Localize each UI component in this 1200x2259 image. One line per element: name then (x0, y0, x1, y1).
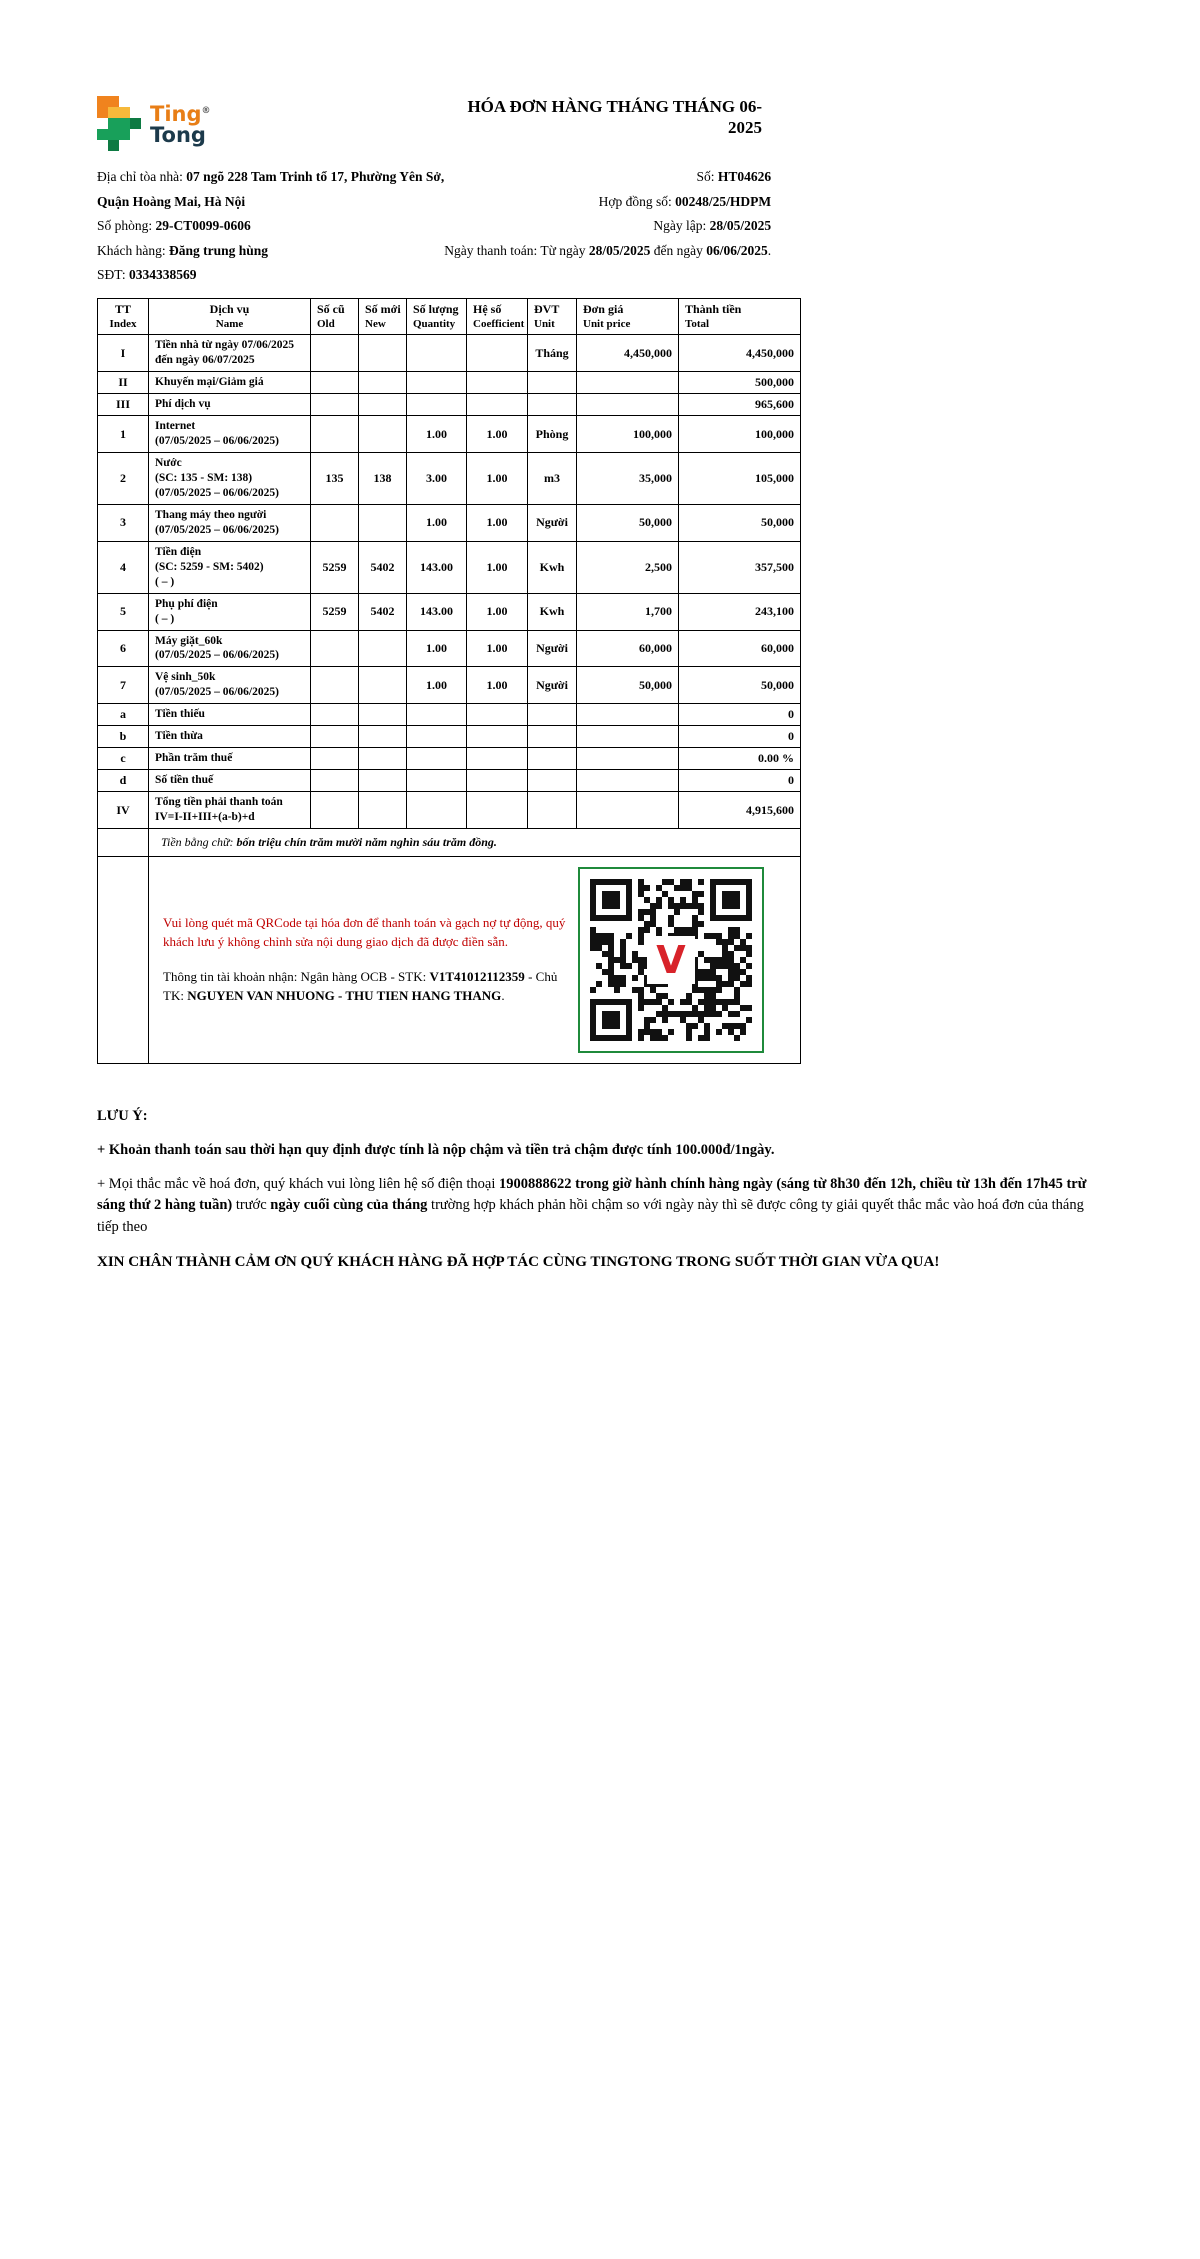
cell-new (359, 394, 407, 416)
cell-coef (467, 792, 528, 829)
qr-payment-row (98, 857, 801, 1064)
cell-total: 0 (679, 726, 801, 748)
column-header-name: Dịch vụ Name (149, 298, 311, 335)
cell-name: Tiền thiếu (149, 704, 311, 726)
cell-name: Phần trăm thuế (149, 748, 311, 770)
cell-index: I (98, 335, 149, 372)
cell-index: 2 (98, 453, 149, 505)
table-row (98, 416, 801, 453)
cell-unit (528, 394, 577, 416)
column-header-index: TT Index (98, 298, 149, 335)
cell-index: 5 (98, 593, 149, 630)
invoice-number-value: HT04626 (717, 169, 772, 184)
account-holder: NGUYEN VAN NHUONG - THU TIEN HANG THANG (187, 987, 502, 1003)
cell-new (359, 792, 407, 829)
tingtong-pixel-icon (97, 96, 141, 151)
cell-total: 4,450,000 (679, 335, 801, 372)
address-value-line1: 07 ngõ 228 Tam Trinh tổ 17, Phường Yên Sở, (186, 169, 445, 184)
cell-unit: Kwh (528, 593, 577, 630)
table-row (98, 394, 801, 416)
cell-qty (407, 394, 467, 416)
cell-unit: Tháng (528, 335, 577, 372)
column-header-price: Đơn giá Unit price (577, 298, 679, 335)
qr-payment-note: Vui lòng quét mã QRCode tại hóa đơn để thanh toán và gạch nợ tự động, quý khách lưu ý không chỉnh sửa nội dung giao dịch đã được điền sẵn. (163, 915, 566, 950)
cell-coef (467, 394, 528, 416)
cell-old (311, 504, 359, 541)
tingtong-logo (97, 96, 211, 151)
customer-value: Đăng trung hùng (168, 242, 269, 258)
payment-mid: đến ngày (650, 242, 707, 258)
amount-in-words-cell (149, 829, 801, 857)
cell-total: 0 (679, 704, 801, 726)
contract-value: 00248/25/HDPM (675, 193, 772, 209)
cell-name: Khuyến mại/Giảm giá (149, 372, 311, 394)
cell-total: 0 (679, 770, 801, 792)
cell-index (98, 857, 149, 1064)
account-mid: - Chủ TK: (163, 969, 558, 1003)
cell-name: Vệ sinh_50k (07/05/2025 – 06/06/2025) (149, 667, 311, 704)
cell-qty: 1.00 (407, 416, 467, 453)
cell-qty: 143.00 (407, 541, 467, 593)
cell-index: II (98, 372, 149, 394)
account-end: . (501, 987, 505, 1003)
cell-unit: Kwh (528, 541, 577, 593)
room-label: Số phòng: (97, 218, 156, 233)
invoice-table (97, 298, 801, 1065)
cell-name: Tiền điện (SC: 5259 - SM: 5402) ( – ) (149, 541, 311, 593)
phone-label: SĐT: (97, 267, 129, 282)
cell-old (311, 748, 359, 770)
cell-total: 105,000 (679, 453, 801, 505)
amount-in-words-label: Tiền bằng chữ: (161, 835, 237, 850)
account-info (163, 968, 578, 1006)
account-prefix: Thông tin tài khoản nhận: Ngân hàng OCB - STK: (163, 969, 430, 985)
invoice-header (97, 96, 1103, 151)
qr-code (578, 867, 764, 1053)
invoice-number-line (444, 165, 771, 190)
cell-total: 60,000 (679, 630, 801, 667)
cell-price (577, 394, 679, 416)
invoice-info (444, 165, 771, 288)
cell-coef: 1.00 (467, 416, 528, 453)
cell-name: Máy giặt_60k (07/05/2025 – 06/06/2025) (149, 630, 311, 667)
table-row (98, 667, 801, 704)
cell-qty: 1.00 (407, 667, 467, 704)
cell-old: 5259 (311, 593, 359, 630)
cell-name: Phí dịch vụ (149, 394, 311, 416)
column-header-total: Thành tiền Total (679, 298, 801, 335)
cell-qty (407, 704, 467, 726)
cell-new (359, 504, 407, 541)
cell-qty (407, 335, 467, 372)
cell-total: 500,000 (679, 372, 801, 394)
cell-coef (467, 748, 528, 770)
cell-coef: 1.00 (467, 667, 528, 704)
invoice-meta (97, 165, 1103, 288)
cell-index: 3 (98, 504, 149, 541)
payment-label: Ngày thanh toán: Từ ngày (444, 242, 589, 258)
cell-name: Nước (SC: 135 - SM: 138) (07/05/2025 – 06/06/2025) (149, 453, 311, 505)
cell-name: Tiền thừa (149, 726, 311, 748)
cell-qty (407, 372, 467, 394)
customer-label: Khách hàng: (97, 242, 169, 258)
building-address-line1 (97, 165, 444, 190)
cell-coef (467, 770, 528, 792)
cell-index: d (98, 770, 149, 792)
cell-total: 4,915,600 (679, 792, 801, 829)
cell-new: 138 (359, 453, 407, 505)
cell-old (311, 394, 359, 416)
cell-old (311, 667, 359, 704)
vietqr-logo-icon (647, 936, 695, 984)
hotline-note-e: trường hợp khách phản hồi chậm so với ngày này thì sẽ được công ty giải quyết thắc mắc vào hoá đơn của tháng tiếp theo (97, 1197, 1084, 1236)
cell-total: 50,000 (679, 667, 801, 704)
cell-price (577, 792, 679, 829)
footer-notes (97, 1106, 1103, 1273)
cell-qty (407, 792, 467, 829)
table-row (98, 726, 801, 748)
cell-price: 60,000 (577, 630, 679, 667)
cell-qty (407, 748, 467, 770)
table-row (98, 593, 801, 630)
cell-index (98, 829, 149, 857)
cell-old (311, 372, 359, 394)
cell-price: 100,000 (577, 416, 679, 453)
payment-from-date: 28/05/2025 (588, 242, 651, 258)
cell-index: IV (98, 792, 149, 829)
contract-label: Hợp đồng số: (598, 193, 676, 209)
cell-unit: Người (528, 630, 577, 667)
table-row (98, 453, 801, 505)
cell-total: 100,000 (679, 416, 801, 453)
amount-in-words-value: bốn triệu chín trăm mười năm nghìn sáu trăm đồng. (236, 835, 497, 850)
table-row (98, 541, 801, 593)
amount-in-words-row (98, 829, 801, 857)
cell-new (359, 770, 407, 792)
cell-name: Thang máy theo người (07/05/2025 – 06/06/2025) (149, 504, 311, 541)
table-row (98, 792, 801, 829)
tingtong-logo-text (150, 101, 211, 146)
thank-you-note: XIN CHÂN THÀNH CẢM ƠN QUÝ KHÁCH HÀNG ĐÃ HỢP TÁC CÙNG TINGTONG TRONG SUỐT THỜI GIAN VỪA QUA! (97, 1253, 940, 1270)
invoice-number-label: Số: (696, 169, 718, 184)
cell-old (311, 726, 359, 748)
cell-qty: 3.00 (407, 453, 467, 505)
footer-title: LƯU Ý: (97, 1108, 148, 1125)
cell-name: Tổng tiền phải thanh toán IV=I-II+III+(a-b)+d (149, 792, 311, 829)
issue-date-value: 28/05/2025 (709, 218, 772, 233)
building-address-line2: Quận Hoàng Mai, Hà Nội (97, 193, 246, 209)
invoice-page (97, 0, 1103, 1273)
cell-price (577, 372, 679, 394)
cell-qty: 1.00 (407, 504, 467, 541)
logo-tong: Tong (150, 123, 206, 147)
account-number: V1T41012112359 (429, 969, 525, 985)
cell-coef (467, 704, 528, 726)
cell-unit: Người (528, 504, 577, 541)
logo-ting: Ting (150, 102, 202, 126)
cell-coef: 1.00 (467, 504, 528, 541)
cell-name: Phụ phí điện ( – ) (149, 593, 311, 630)
qr-payment-text (163, 914, 578, 1005)
hotline-note-c: trước (232, 1197, 271, 1214)
cell-coef: 1.00 (467, 541, 528, 593)
cell-new: 5402 (359, 541, 407, 593)
cell-new (359, 416, 407, 453)
cell-coef (467, 335, 528, 372)
phone-value: 0334338569 (128, 267, 197, 282)
table-row (98, 372, 801, 394)
cell-coef (467, 726, 528, 748)
table-row (98, 704, 801, 726)
cell-old (311, 792, 359, 829)
table-row (98, 770, 801, 792)
cell-unit: Người (528, 667, 577, 704)
cell-name: Internet (07/05/2025 – 06/06/2025) (149, 416, 311, 453)
cell-total: 50,000 (679, 504, 801, 541)
cell-old (311, 770, 359, 792)
table-row (98, 504, 801, 541)
cell-index: 7 (98, 667, 149, 704)
cell-unit (528, 372, 577, 394)
cell-price: 2,500 (577, 541, 679, 593)
invoice-table-header-row (98, 298, 801, 335)
cell-unit (528, 726, 577, 748)
cell-qty (407, 726, 467, 748)
column-header-coef: Hệ số Coefficient (467, 298, 528, 335)
cell-total: 0.00 % (679, 748, 801, 770)
cell-new (359, 748, 407, 770)
phone-line (97, 263, 444, 288)
cell-total: 243,100 (679, 593, 801, 630)
cell-unit (528, 792, 577, 829)
cell-index: 1 (98, 416, 149, 453)
cell-new (359, 704, 407, 726)
cell-price (577, 748, 679, 770)
table-row (98, 630, 801, 667)
column-header-old: Số cũ Old (311, 298, 359, 335)
cell-price (577, 726, 679, 748)
room-value: 29-CT0099-0606 (155, 218, 251, 233)
hotline-note-b: 1900888622 trong giờ hành chính hàng ngày (sáng từ 8h30 đến 12h, chiều từ 13h đến 17h45 trừ sáng thứ 2 hàng tuần) (97, 1175, 1087, 1214)
cell-index: c (98, 748, 149, 770)
invoice-table-body (98, 335, 801, 829)
qr-payment-cell (149, 857, 801, 1064)
cell-unit: Phòng (528, 416, 577, 453)
invoice-title: HÓA ĐƠN HÀNG THÁNG THÁNG 06-2025 (467, 97, 762, 137)
cell-price: 35,000 (577, 453, 679, 505)
hotline-note (97, 1174, 1103, 1239)
cell-new: 5402 (359, 593, 407, 630)
cell-old (311, 630, 359, 667)
cell-qty (407, 770, 467, 792)
cell-index: a (98, 704, 149, 726)
contract-number-line (444, 190, 771, 215)
cell-qty: 1.00 (407, 630, 467, 667)
cell-old: 5259 (311, 541, 359, 593)
late-payment-note: + Khoản thanh toán sau thời hạn quy định được tính là nộp chậm và tiền trả chậm được tính 100.000đ/1ngày. (97, 1141, 775, 1158)
cell-coef: 1.00 (467, 630, 528, 667)
cell-price (577, 704, 679, 726)
cell-new (359, 667, 407, 704)
cell-new (359, 335, 407, 372)
cell-name: Tiền nhà từ ngày 07/06/2025 đến ngày 06/07/2025 (149, 335, 311, 372)
customer-info (97, 165, 444, 288)
payment-period-line (444, 239, 771, 264)
qr-payment-section (163, 867, 786, 1053)
cell-name: Số tiền thuế (149, 770, 311, 792)
table-row (98, 335, 801, 372)
cell-index: III (98, 394, 149, 416)
cell-unit (528, 704, 577, 726)
cell-new (359, 726, 407, 748)
cell-price: 50,000 (577, 504, 679, 541)
cell-price: 4,450,000 (577, 335, 679, 372)
cell-old: 135 (311, 453, 359, 505)
cell-coef: 1.00 (467, 593, 528, 630)
cell-qty: 143.00 (407, 593, 467, 630)
cell-price (577, 770, 679, 792)
cell-old (311, 704, 359, 726)
cell-price: 50,000 (577, 667, 679, 704)
address-label: Địa chỉ tòa nhà: (97, 169, 187, 184)
cell-old (311, 416, 359, 453)
customer-name-line (97, 239, 444, 264)
cell-index: 6 (98, 630, 149, 667)
payment-to-date: 06/06/2025 (706, 242, 768, 258)
cell-unit (528, 748, 577, 770)
vietqr-v-glyph: V (656, 938, 686, 983)
payment-end: . (767, 242, 772, 258)
table-row (98, 748, 801, 770)
column-header-new: Số mới New (359, 298, 407, 335)
cell-price: 1,700 (577, 593, 679, 630)
column-header-qty: Số lượng Quantity (407, 298, 467, 335)
cell-total: 357,500 (679, 541, 801, 593)
column-header-unit: ĐVT Unit (528, 298, 577, 335)
registered-mark: ® (201, 106, 211, 116)
cell-old (311, 335, 359, 372)
cell-unit: m3 (528, 453, 577, 505)
cell-new (359, 372, 407, 394)
cell-total: 965,600 (679, 394, 801, 416)
cell-new (359, 630, 407, 667)
cell-coef (467, 372, 528, 394)
issue-date-line (444, 214, 771, 239)
cell-coef: 1.00 (467, 453, 528, 505)
hotline-note-a: + Mọi thắc mắc về hoá đơn, quý khách vui lòng liên hệ số điện thoại (97, 1175, 500, 1192)
cell-index: b (98, 726, 149, 748)
cell-index: 4 (98, 541, 149, 593)
room-number-line (97, 214, 444, 239)
hotline-note-d: ngày cuối cùng của tháng (270, 1197, 428, 1214)
issue-date-label: Ngày lập: (653, 218, 710, 233)
cell-unit (528, 770, 577, 792)
